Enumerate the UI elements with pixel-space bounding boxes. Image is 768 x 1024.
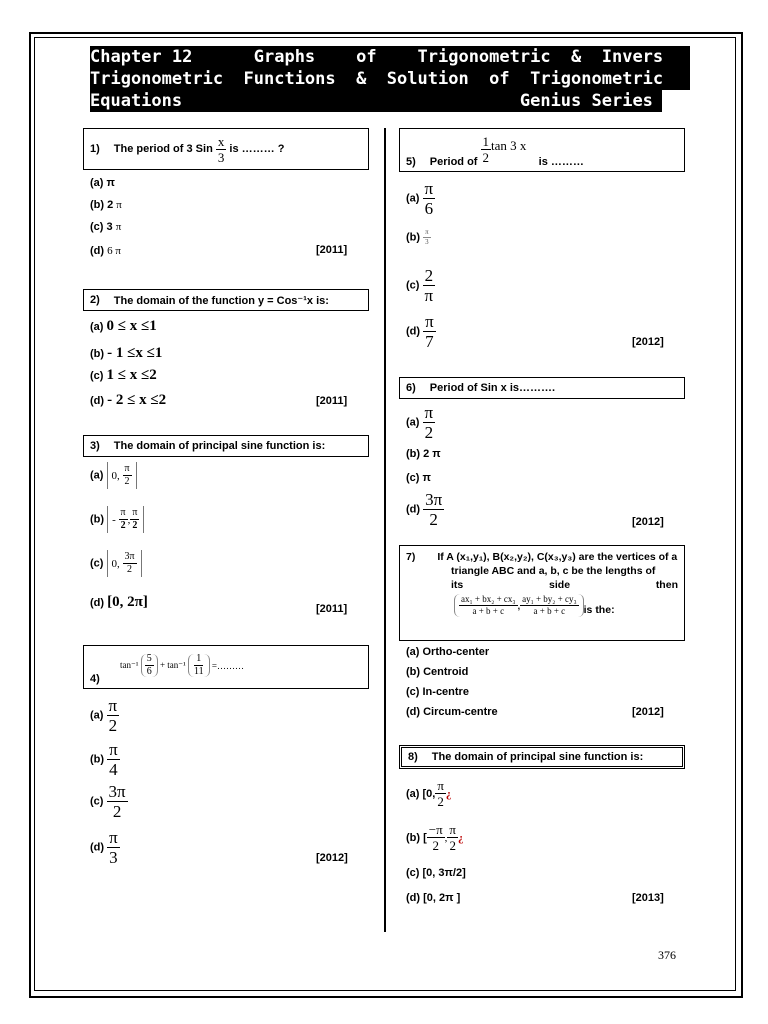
q5-option-c: (c) $\frac{2}{\pi}$ [406,266,434,305]
q6-option-d: (d) $\frac{3\pi}{2}$ [406,490,443,529]
question-7-box: 7) If A (x₁,y₁), B(x₂,y₂), C(x₃,y₃) are the vertices of a triangle ABC and a, b, c be the lengths of its side then $\frac{\text{ax₁ + bx₂ + cx₃}}{a + b + c}$ , $\frac{\text{ay₁ + by₂ + cy₃}}{a + b + c}$ is the: [399,545,685,641]
question-6-box: 6) Period of Sin x is………. [399,377,685,399]
q8-option-b: (b) [ $\frac{-\pi}{2}$ , $\frac{\pi}{2}$ ¿ [406,822,464,853]
q4-option-c: (c) $\frac{3\pi}{2}$ [90,782,126,821]
q8-option-c: (c) [0, 3π/2] [406,867,466,879]
q8-year: [2013] [632,892,664,904]
header-line-1: Chapter 12 Graphs of Trigonometric & Invers [90,46,690,68]
question-1-box: 1) The period of 3 Sin $\frac{x}{3}$ is ……… ? [83,128,369,170]
q3-year: [2011] [316,603,348,615]
q6-year: [2012] [632,516,664,528]
q1-option-b: (b) 2 π [90,199,122,211]
q4-option-a: (a) $\frac{\pi}{2}$ [90,696,118,735]
q2-year: [2011] [316,395,348,407]
q7-option-a: (a) Ortho-center [406,646,490,658]
q2-option-c: (c) 1 ≤ x ≤2 [90,367,157,383]
page-number: 376 [658,948,676,962]
q5-option-d: (d) $\frac{\pi}{7}$ [406,312,434,351]
q2-option-a: (a) 0 ≤ x ≤1 [90,318,157,334]
q5-option-b: (b) $\frac{\pi}{3}$ [406,228,429,246]
question-3-box: 3) The domain of principal sine function is: [83,435,369,457]
q3-option-a: (a) 0, $\frac{\pi}{2}$ [90,462,137,489]
q2-option-b: (b) - 1 ≤x ≤1 [90,345,163,361]
q2-option-d: (d) - 2 ≤ x ≤2 [90,392,167,408]
header-line-3: Equations Genius Series [90,90,662,112]
question-8-box: 8) The domain of principal sine function is: [399,745,685,769]
q1-option-c: (c) 3 π [90,221,122,233]
q6-option-c: (c) π [406,472,431,484]
q7-year: [2012] [632,706,664,718]
q4-option-d: (d) $\frac{\pi}{3}$ [90,828,118,867]
q6-option-a: (a) $\frac{\pi}{2}$ [406,403,434,442]
q1-option-d: (d) 6 π [90,245,121,257]
q1-year: [2011] [316,244,348,256]
fraction: $\frac{x}{3}$ [217,133,225,165]
q5-option-a: (a) $\frac{\pi}{6}$ [406,179,434,218]
q8-option-d: (d) [0, 2π ] [406,892,461,904]
q3-option-d: (d) [0, 2π] [90,594,148,610]
q3-option-c: (c) 0, $\frac{3\pi}{2}$ [90,550,142,577]
q4-option-b: (b) $\frac{\pi}{4}$ [90,740,118,779]
chapter-header [90,46,690,112]
q8-option-a: (a) [0, $\frac{\pi}{2}$ ¿ [406,778,452,809]
question-2-box: 2) The domain of the function y = Cos⁻¹x is: [83,289,369,311]
q6-option-b: (b) 2 π [406,448,441,460]
q3-option-b: (b) - $\frac{\pi}{2}$ , $\frac{\pi}{2}$ [90,506,144,533]
header-line-2: Trigonometric Functions & Solution of Trigonometric [90,68,690,90]
q5-year: [2012] [632,336,664,348]
q7-option-b: (b) Centroid [406,666,469,678]
column-divider [384,128,386,932]
question-4-box: 4) tan⁻¹ $\frac{5}{6}$ + tan⁻¹ $\frac{1}{11}$ =……… [83,645,369,689]
q7-option-c: (c) In-centre [406,686,469,698]
q4-expression: tan⁻¹ $\frac{5}{6}$ + tan⁻¹ $\frac{1}{11}$ =……… [120,653,244,677]
q4-year: [2012] [316,852,348,864]
q7-option-d: (d) Circum-centre [406,706,498,718]
question-5-box: 5) Period of $\frac{1}{2}$ tan 3 x is ……… [399,128,685,172]
q1-option-a: (a) π [90,177,115,189]
